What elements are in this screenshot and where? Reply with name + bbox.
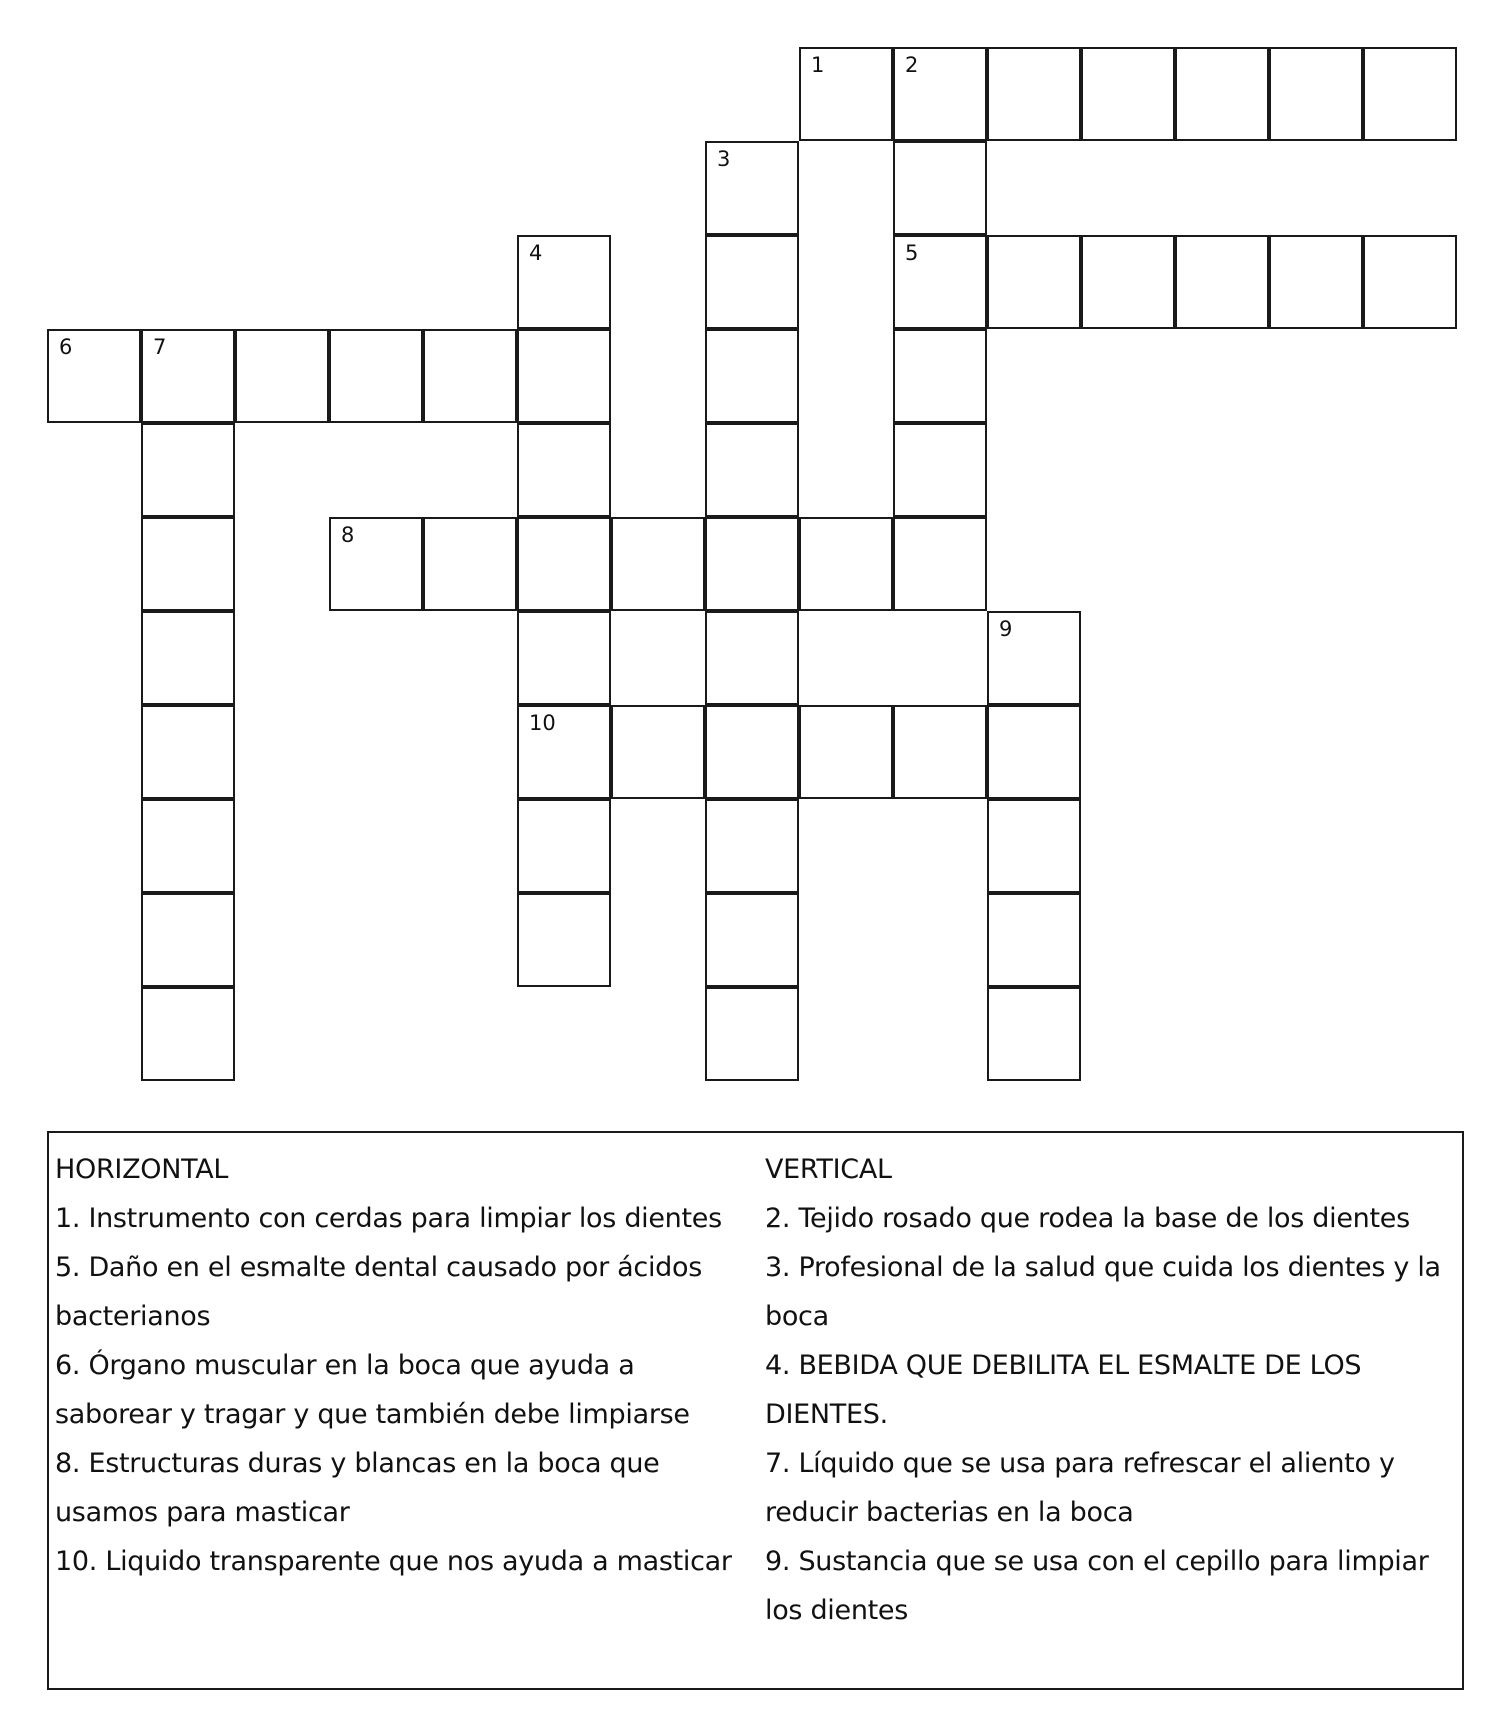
crossword-cell[interactable]: [517, 517, 611, 611]
crossword-cell[interactable]: [705, 893, 799, 987]
crossword-cell[interactable]: [705, 235, 799, 329]
crossword-cell[interactable]: [705, 423, 799, 517]
crossword-cell[interactable]: [235, 329, 329, 423]
crossword-cell[interactable]: [987, 893, 1081, 987]
crossword-cell[interactable]: [1081, 47, 1175, 141]
clue-horizontal-10: 10. Liquido transparente que nos ayuda a masticar: [55, 1546, 732, 1577]
crossword-cell[interactable]: [423, 517, 517, 611]
crossword-cell[interactable]: [893, 329, 987, 423]
crossword-cell[interactable]: [799, 705, 893, 799]
clue-number: 2: [905, 53, 919, 77]
crossword-cell[interactable]: [141, 987, 235, 1081]
clues-box: [47, 1131, 1464, 1690]
crossword-cell[interactable]: [141, 329, 235, 423]
crossword-cell[interactable]: [517, 705, 611, 799]
clue-number: 4: [529, 241, 543, 265]
crossword-cell[interactable]: [893, 517, 987, 611]
clue-vertical-9: 9. Sustancia que se usa con el cepillo para limpiar los dientes: [765, 1546, 1429, 1626]
crossword-cell[interactable]: [987, 235, 1081, 329]
crossword-cell[interactable]: [611, 705, 705, 799]
clue-horizontal-8: 8. Estructuras duras y blancas en la boca que usamos para masticar: [55, 1448, 660, 1528]
crossword-cell[interactable]: [1269, 235, 1363, 329]
crossword-cell[interactable]: [1269, 47, 1363, 141]
horizontal-heading: HORIZONTAL: [55, 1154, 229, 1185]
crossword-cell[interactable]: [1363, 47, 1457, 141]
clue-horizontal-1: 1. Instrumento con cerdas para limpiar los dientes: [55, 1203, 722, 1234]
clue-vertical-7: 7. Líquido que se usa para refrescar el aliento y reducir bacterias en la boca: [765, 1448, 1395, 1528]
crossword-cell[interactable]: [705, 141, 799, 235]
crossword-cell[interactable]: [987, 799, 1081, 893]
crossword-cell[interactable]: [1363, 235, 1457, 329]
vertical-heading: VERTICAL: [765, 1154, 892, 1185]
crossword-cell[interactable]: [893, 235, 987, 329]
crossword-cell[interactable]: [141, 423, 235, 517]
crossword-cell[interactable]: [517, 235, 611, 329]
crossword-cell[interactable]: [141, 893, 235, 987]
clue-horizontal-5: 5. Daño en el esmalte dental causado por ácidos bacterianos: [55, 1252, 702, 1332]
crossword-cell[interactable]: [329, 329, 423, 423]
crossword-cell[interactable]: [705, 329, 799, 423]
crossword-cell[interactable]: [987, 705, 1081, 799]
crossword-cell[interactable]: [47, 329, 141, 423]
crossword-cell[interactable]: [987, 611, 1081, 705]
crossword-cell[interactable]: [705, 987, 799, 1081]
crossword-cell[interactable]: [1081, 235, 1175, 329]
clue-number: 9: [999, 617, 1013, 641]
crossword-cell[interactable]: [141, 611, 235, 705]
crossword-cell[interactable]: [893, 47, 987, 141]
clue-vertical-2: 2. Tejido rosado que rodea la base de los dientes: [765, 1203, 1410, 1234]
clue-number: 5: [905, 241, 919, 265]
crossword-cell[interactable]: [141, 517, 235, 611]
vertical-clues: [765, 1145, 1455, 1635]
horizontal-clues: [55, 1145, 755, 1586]
clue-vertical-4: 4. BEBIDA QUE DEBILITA EL ESMALTE DE LOS DIENTES.: [765, 1350, 1362, 1430]
clue-number: 10: [529, 711, 556, 735]
clue-horizontal-6: 6. Órgano muscular en la boca que ayuda a saborear y tragar y que también debe limpiarse: [55, 1350, 690, 1430]
clue-number: 7: [153, 335, 167, 359]
crossword-cell[interactable]: [329, 517, 423, 611]
crossword-cell[interactable]: [517, 329, 611, 423]
crossword-cell[interactable]: [517, 611, 611, 705]
crossword-cell[interactable]: [893, 423, 987, 517]
crossword-cell[interactable]: [517, 799, 611, 893]
crossword-cell[interactable]: [423, 329, 517, 423]
crossword-cell[interactable]: [141, 705, 235, 799]
crossword-cell[interactable]: [987, 987, 1081, 1081]
crossword-cell[interactable]: [893, 705, 987, 799]
crossword-cell[interactable]: [705, 517, 799, 611]
crossword-cell[interactable]: [705, 705, 799, 799]
crossword-cell[interactable]: [893, 141, 987, 235]
crossword-cell[interactable]: [987, 47, 1081, 141]
crossword-cell[interactable]: [705, 799, 799, 893]
crossword-cell[interactable]: [517, 423, 611, 517]
crossword-cell[interactable]: [1175, 47, 1269, 141]
clue-vertical-3: 3. Profesional de la salud que cuida los dientes y la boca: [765, 1252, 1441, 1332]
clue-number: 8: [341, 523, 355, 547]
crossword-cell[interactable]: [1175, 235, 1269, 329]
crossword-cell[interactable]: [705, 611, 799, 705]
clue-number: 1: [811, 53, 825, 77]
crossword-cell[interactable]: [799, 517, 893, 611]
crossword-cell[interactable]: [517, 893, 611, 987]
clue-number: 3: [717, 147, 731, 171]
crossword-cell[interactable]: [799, 47, 893, 141]
clue-number: 6: [59, 335, 73, 359]
crossword-cell[interactable]: [141, 799, 235, 893]
crossword-cell[interactable]: [611, 517, 705, 611]
